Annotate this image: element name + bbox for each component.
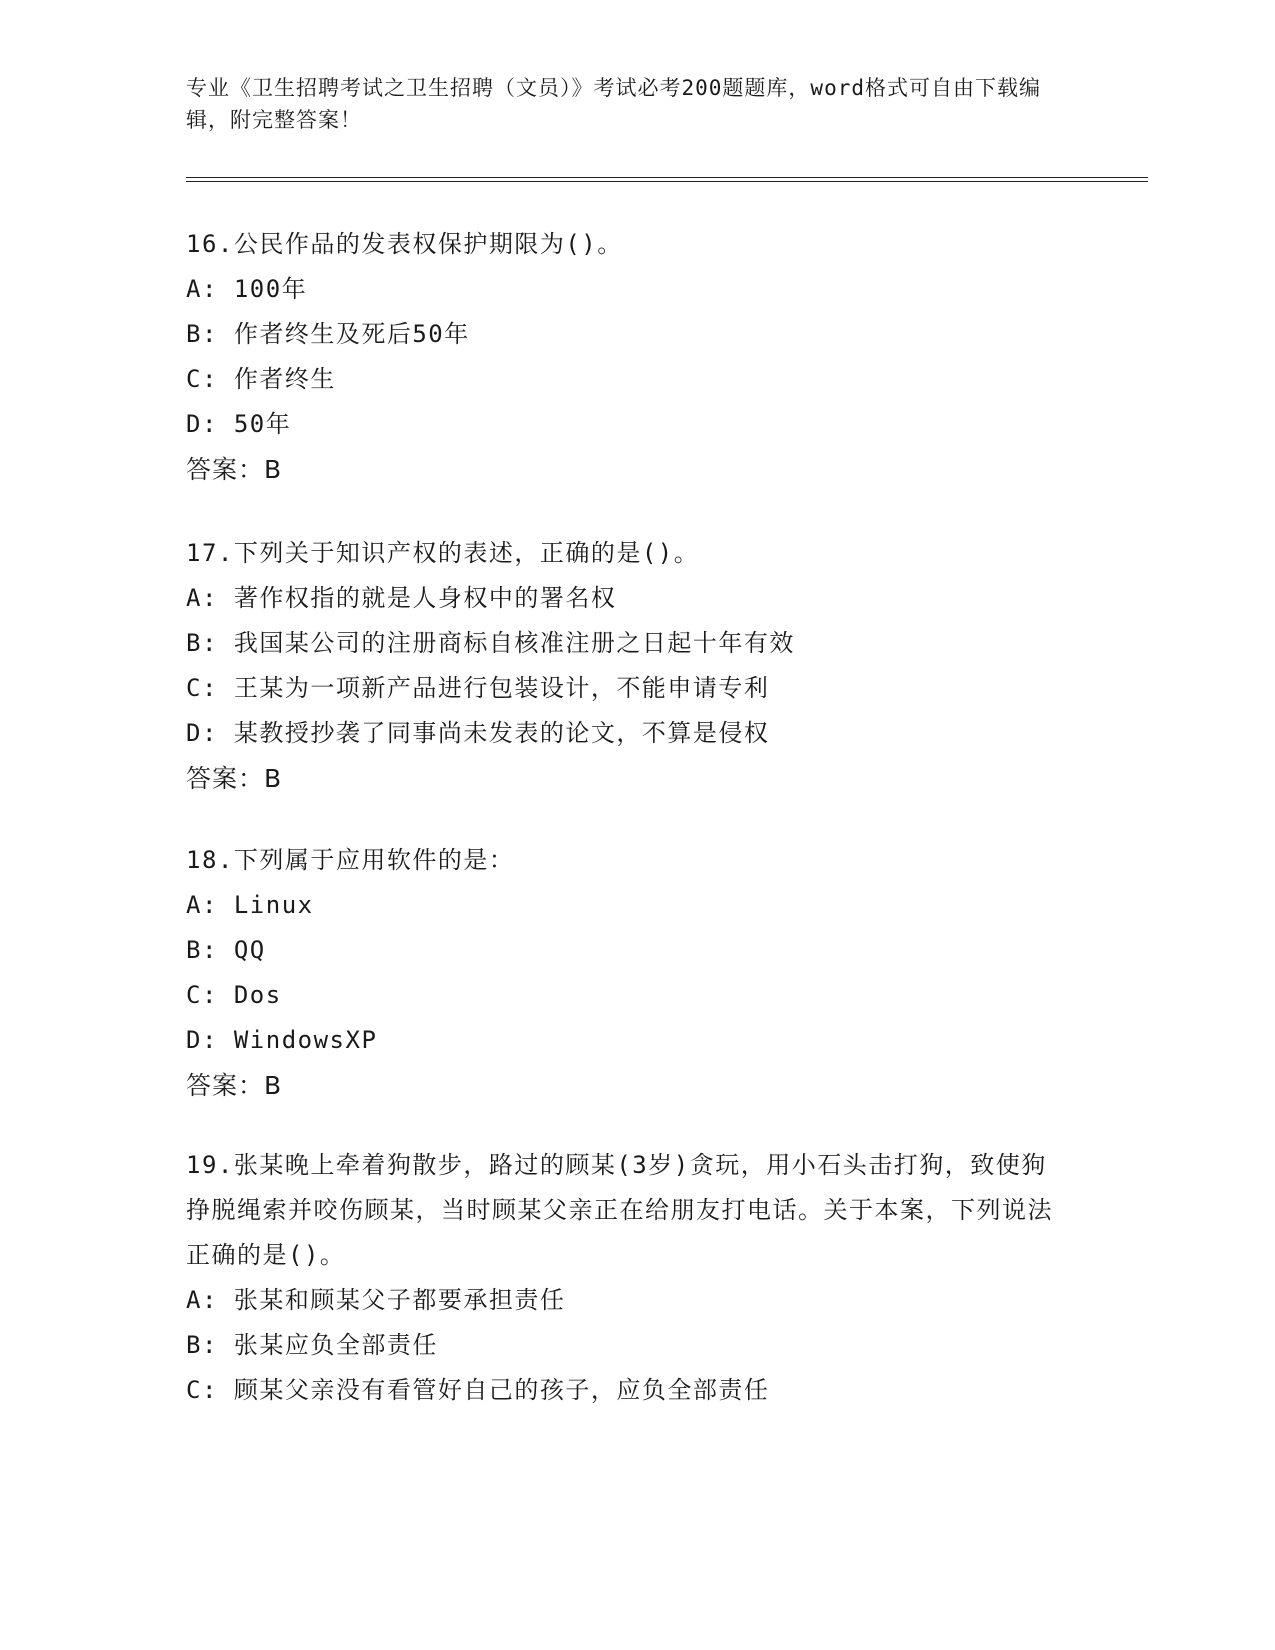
question-19 [186,1143,1066,1413]
question-stem: 19.张某晚上牵着狗散步，路过的顾某(3岁)贪玩，用小石头击打狗，致使狗挣脱绳索并咬伤顾某，当时顾某父亲正在给朋友打电话。关于本案，下列说法正确的是()。 [186,1151,1053,1269]
option-c: C: 顾某父亲没有看管好自己的孩子，应负全部责任 [186,1376,770,1404]
header-divider-bottom [186,181,1148,182]
option-c: C: 王某为一项新产品进行包装设计，不能申请专利 [186,674,770,702]
answer-line: 答案：B [186,1071,283,1100]
answer-line: 答案：B [186,455,283,484]
option-a: A: 著作权指的就是人身权中的署名权 [186,584,617,612]
option-b: B: 张某应负全部责任 [186,1331,438,1359]
option-d: D: WindowsXP [186,1026,378,1054]
question-stem: 18.下列属于应用软件的是： [186,846,515,874]
option-b: B: 我国某公司的注册商标自核准注册之日起十年有效 [186,629,795,657]
answer-line: 答案：B [186,764,283,793]
question-stem: 16.公民作品的发表权保护期限为()。 [186,230,623,258]
option-b: B: QQ [186,936,266,964]
option-a: A: 100年 [186,275,308,303]
option-a: A: 张某和顾某父子都要承担责任 [186,1286,566,1314]
question-17 [186,531,1066,801]
option-c: C: Dos [186,981,282,1009]
question-stem: 17.下列关于知识产权的表述，正确的是()。 [186,539,700,567]
document-header: 专业《卫生招聘考试之卫生招聘（文员）》考试必考200题题库，word格式可自由下载编辑，附完整答案！ [186,76,1041,132]
option-b: B: 作者终生及死后50年 [186,320,470,348]
option-a: A: Linux [186,891,314,919]
option-d: D: 某教授抄袭了同事尚未发表的论文，不算是侵权 [186,719,770,747]
header-divider-top [186,177,1148,178]
option-d: D: 50年 [186,410,292,438]
option-c: C: 作者终生 [186,365,336,393]
question-18 [186,838,1066,1108]
question-16 [186,222,1066,492]
